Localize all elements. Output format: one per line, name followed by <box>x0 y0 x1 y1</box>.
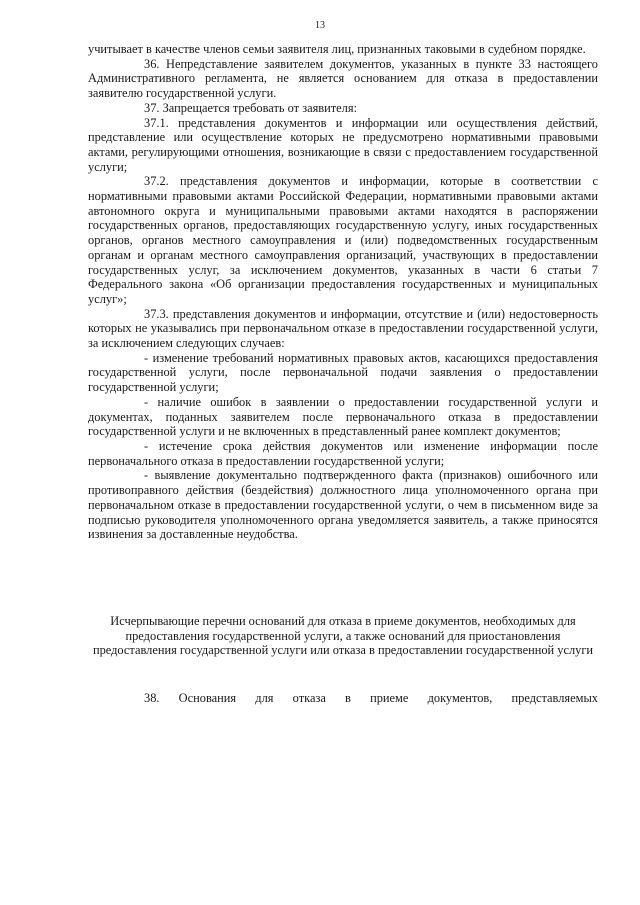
paragraph-37-3: 37.3. представления документов и информации, отсутствие и (или) недостоверность которых не указывались при первоначальном отказе в предоставлении государственной услуги, за исключением следующих случаев: <box>88 306 598 351</box>
list-item-documents-expiry: - истечение срока действия документов или изменение информации после первоначального отказа в предоставлении государственной услуги; <box>88 438 598 468</box>
page-number: 13 <box>315 20 325 31</box>
document-body <box>88 42 598 542</box>
list-item-official-misconduct: - выявление документально подтвержденного факта (признаков) ошибочного или противоправного действия (бездействия) должностного лица уполномоченного органа при первоначальном отказе в предоставлении государственной услуги, о чем в письменном виде за подписью руководителя уполномоченного органа уведомляется заявитель, а также приносятся извинения за доставленные неудобства. <box>88 468 598 542</box>
list-item-application-errors: - наличие ошибок в заявлении о предоставлении государственной услуги и документах, поданных заявителем после первоначального отказа в предоставлении государственной услуги и не включенных в представленный ранее комплект документов; <box>88 394 598 439</box>
paragraph-36: 36. Непредставление заявителем документов, указанных в пункте 33 настоящего Административного регламента, не является основанием для отказа в предоставлении заявителю государственной услуги. <box>88 56 598 101</box>
paragraph-38: 38. Основания для отказа в приеме документов, представляемых <box>144 691 598 705</box>
paragraph-continuation: учитывает в качестве членов семьи заявителя лиц, признанных таковыми в судебном порядке. <box>88 42 586 56</box>
list-item-requirements-change: - изменение требований нормативных правовых актов, касающихся предоставления государственной услуги, после первоначальной подачи заявления о предоставлении государственной услуги; <box>88 350 598 395</box>
paragraph-37-2: 37.2. представления документов и информации, которые в соответствии с нормативными правовыми актами Российской Федерации, нормативными правовыми актами автономного округа и муниципальными правовыми актами находятся в распоряжении государственных органов, предоставляющих государственную услугу, иных государственных органов, органов местного самоуправления и (или) подведомственных государственным органам и органам местного самоуправления организаций, участвующих в предоставлении государственных услуг, за исключением документов, указанных в части 6 статьи 7 Федерального закона «Об организации предоставления государственных и муниципальных услуг»; <box>88 174 598 306</box>
section-heading: Исчерпывающие перечни оснований для отказа в приеме документов, необходимых для предоставления государственной услуги, а также оснований для приостановления предоставления государственной услуги или отказа в предоставлении государственной услуги <box>92 614 594 658</box>
paragraph-37: 37. Запрещается требовать от заявителя: <box>144 100 358 115</box>
paragraph-37-1: 37.1. представления документов и информации или осуществления действий, представление или осуществление которых не предусмотрено нормативными правовыми актами, регулирующими отношения, возникающие в связи с предоставлением государственной услуги; <box>88 115 598 174</box>
